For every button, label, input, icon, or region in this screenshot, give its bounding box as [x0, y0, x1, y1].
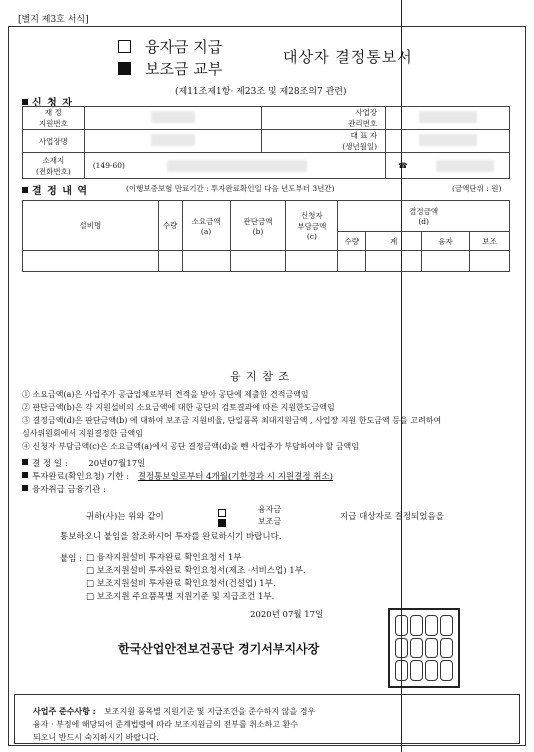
form-code: [별지 제3호 서식]	[18, 15, 89, 25]
attachments-label: 붙임 :	[60, 554, 82, 564]
body-line2: 통보하오니 붙임을 참조하시어 투자를 완료하시기 바랍니다.	[60, 532, 282, 542]
deadline-row: 투자완료(확인요청) 기한 : 결정통보일로부터 4개월(기한경과 시 지원결정 취소)	[22, 471, 522, 484]
body-line1-a: 귀하(사)는 위와 같이	[86, 512, 164, 522]
page-title: 대상자 결정통보서	[283, 48, 413, 66]
reference-item: ④ 신청자 부담금액(c)은 소요금액(a)에서 공단 결정금액(d)을 뺀 사업주가 부담하여야 할 금액임	[22, 442, 360, 451]
reference-item: ① 소요금액(a)은 사업주가 공급업체로부터 견적을 받아 공단에 제출한 견적금액임	[22, 390, 309, 399]
deadline-value: 결정통보일로부터 4개월(기한경과 시 지원결정 취소)	[137, 472, 333, 482]
institution-row: 융자취급 금융기관 :	[22, 484, 522, 497]
bottom-notice	[14, 694, 520, 744]
col-burden: 신청자 부담금액 (c)	[286, 201, 338, 251]
page-subtitle: (제11조제1항· 제23조 및 제28조의7 관련)	[175, 87, 347, 97]
checkbox-filled-icon	[118, 62, 131, 75]
attachments-list	[86, 552, 306, 604]
option-loan-label: 융자금	[258, 505, 282, 514]
notice-line: 보조지원 품목별 지원기준 및 지급조건을 준수하지 않을 경우	[104, 707, 316, 716]
label-representative: 대 표 자 (생년월일)	[262, 130, 386, 153]
bullet-square-icon	[22, 187, 28, 193]
title-option-grant: 보조금 교부	[118, 58, 222, 79]
title-option-loan: 융자금 지급	[118, 36, 222, 57]
col-decided-loan: 융자	[422, 232, 470, 251]
col-requested: 소요금액 (a)	[182, 201, 230, 251]
reference-title: 융 지 참 조	[230, 370, 290, 383]
amount-unit: (금액단위 : 원)	[452, 184, 502, 193]
attachment-item: □ 보조지원설비 투자완료 확인요청서(제조 ·서비스업) 1부.	[86, 566, 306, 576]
decision-date: 20년07월17일	[88, 459, 146, 469]
col-qty: 수량	[158, 201, 182, 251]
label-site-name: 사업장명	[23, 130, 85, 153]
attachment-item: □ 융자지원설비 투자완료 확인요청서 1부	[86, 553, 242, 563]
label-address: 소재지 (전화번호)	[23, 153, 85, 179]
checkbox-empty-icon	[118, 40, 131, 53]
value-address: (149-60)	[84, 153, 385, 179]
value-phone	[386, 153, 510, 179]
attachment-item: □ 보조지원설비 투자완료 확인요청서(건설업) 1부.	[86, 579, 276, 589]
col-facility: 설비명	[23, 201, 159, 251]
col-judged: 판단금액 (b)	[230, 201, 286, 251]
applicant-section-title: 신 청 자	[22, 94, 73, 109]
decision-meta	[22, 458, 522, 497]
col-decided-total: 계	[366, 232, 422, 251]
phone-icon: ☎	[398, 160, 408, 170]
value-site-no	[84, 107, 262, 130]
reference-item: ③ 결정금액(d)은 판단금액(b) 에 대하여 보조금 지원비율, 단일품목 최대지원금액 , 사업장 지원 한도금액 등을 고려하여	[22, 416, 442, 425]
notice-line: 융자 · 부정에 해당되어 준계법령에 따라 보조지원금의 전부를 취소하고 환수	[33, 720, 298, 729]
bullet-square-icon	[22, 99, 28, 105]
col-decided-qty: 수량	[338, 232, 366, 251]
reference-item: 심사위원회에서 지원결정한 금액임	[22, 429, 144, 438]
issue-date: 2020년 07월 17일	[250, 610, 324, 620]
value-representative	[386, 130, 510, 153]
col-decided-grant: 보조	[470, 232, 510, 251]
label-site-no: 재 정 지원번호	[23, 107, 85, 130]
notice-line: 되오니 반드시 숙지하시기 바랍니다.	[33, 733, 160, 742]
decision-date-row: 결 정 일 : 20년07월17일	[22, 458, 522, 471]
applicant-table	[22, 106, 510, 179]
checkbox-empty-icon	[218, 509, 240, 519]
reference-notes	[22, 388, 522, 453]
decision-section-title: 결 정 내 역	[22, 182, 88, 197]
issuer: 한국산업안전보건공단 경기서부지사장	[118, 642, 320, 656]
reference-item: ② 판단금액(b)은 각 지원설비의 소요금액에 대한 공단의 검토결과에 따른 지원한도금액임	[22, 403, 335, 412]
bullet-square-icon	[22, 485, 28, 491]
value-site-name	[84, 130, 262, 153]
label-site-mgmt-no: 사업장 관리번호	[262, 107, 386, 130]
bullet-square-icon	[22, 459, 28, 465]
col-decided: 결정금액 (d)	[338, 201, 510, 232]
value-site-mgmt-no	[386, 107, 510, 130]
option-grant-label: 보조금	[258, 517, 282, 526]
official-seal-icon	[388, 608, 460, 688]
bullet-square-icon	[22, 472, 28, 478]
checkbox-filled-icon	[218, 519, 240, 529]
table-row	[23, 251, 510, 272]
decision-note: (이행보증보험 만료기간 : 투자완료확인일 다음 년도부터 3년간)	[126, 184, 335, 193]
decision-table	[22, 200, 510, 272]
attachment-item: □ 보조지원 주요품목별 지원기준 및 지급조건 1부.	[86, 592, 275, 602]
body-line1-b: 지급 대상자로 결정되었음을	[340, 512, 444, 522]
notice-label: 사업주 준수사항 :	[33, 706, 96, 716]
